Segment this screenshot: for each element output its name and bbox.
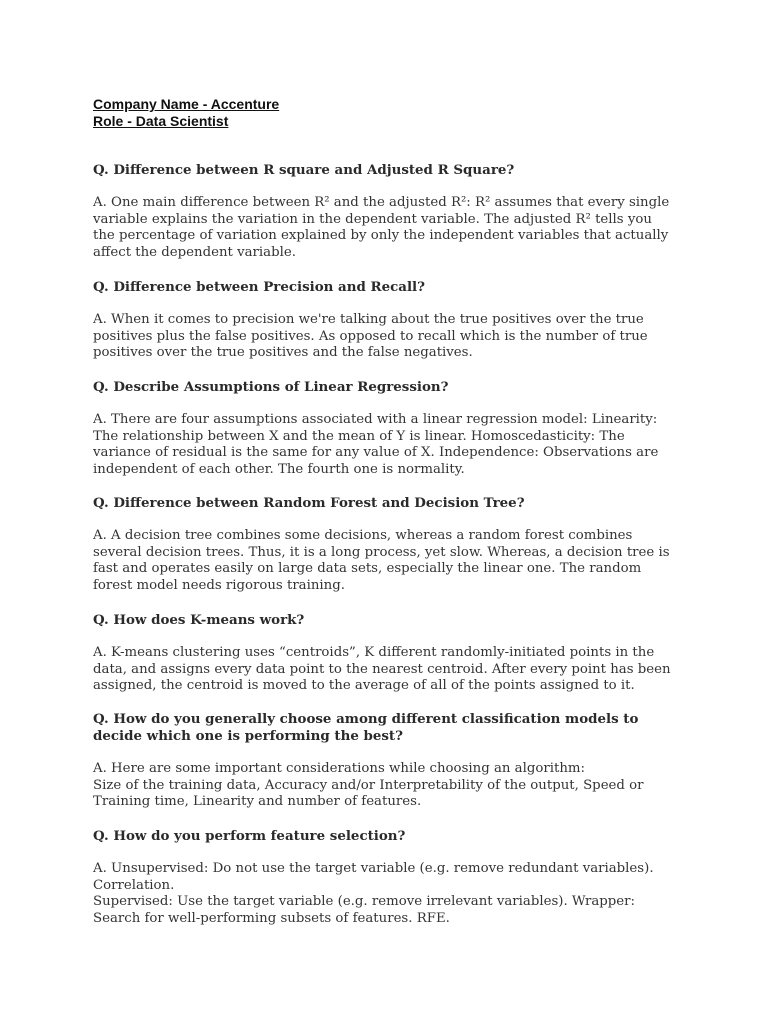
qa-block-k-means [93, 612, 683, 695]
answer-text: A. One main difference between R² and the adjusted R²: R² assumes that every single variable explains the variation in the dependent variable. The adjusted R² tells you the percentage of variation explained by only the independent variables that actually affect the dependent variable. [93, 195, 670, 261]
question-text: Q. How does K-means work? [93, 612, 305, 628]
question-text: Q. Difference between Precision and Recall? [93, 279, 425, 295]
qa-block-precision-recall [93, 279, 683, 362]
qa-block-random-forest [93, 495, 683, 595]
answer-text: A. A decision tree combines some decisions, whereas a random forest combines several decision trees. Thus, it is a long process, yet slow. Whereas, a decision tree is fast and operates easily on large data sets, especially the linear one. The random forest model needs rigorous training. [93, 528, 670, 594]
company-name: Company Name - Accenture [93, 96, 280, 112]
answer-text: A. Here are some important considerations while choosing an algorithm: Size of the training data, Accuracy and/or Interpretability of the output, Speed or Training time, Linearity and number of features. [93, 761, 644, 810]
qa-block-r-square [93, 162, 683, 262]
document-header [93, 96, 279, 130]
qa-block-feature-selection [93, 828, 683, 928]
question-text: Q. Describe Assumptions of Linear Regression? [93, 379, 449, 395]
question-text: Q. Difference between R square and Adjusted R Square? [93, 162, 515, 178]
answer-text: A. K-means clustering uses “centroids”, K different randomly-initiated points in the data, and assigns every data point to the nearest centroid. After every point has been assigned, the centroid is moved to the average of all of the points assigned to it. [93, 645, 671, 694]
answer-text: A. Unsupervised: Do not use the target variable (e.g. remove redundant variables). Correlation. Supervised: Use the target variable (e.g. remove irrelevant variables). Wrapper: Search for well-performing subsets of features. RFE. [93, 861, 654, 927]
question-text: Q. How do you generally choose among different classification models to decide which one is performing the best? [93, 711, 639, 744]
answer-text: A. When it comes to precision we're talking about the true positives over the true positives plus the false positives. As opposed to recall which is the number of true positives over the true positives and the false negatives. [93, 312, 648, 361]
question-text: Q. Difference between Random Forest and Decision Tree? [93, 495, 525, 511]
qa-block-classification-models [93, 711, 683, 811]
qa-block-linear-regression [93, 379, 683, 479]
answer-text: A. There are four assumptions associated with a linear regression model: Linearity: The relationship between X and the mean of Y is linear. Homoscedasticity: The variance of residual is the same for any value of X. Independence: Observations are independent of each other. The fourth one is normality. [93, 412, 659, 478]
question-text: Q. How do you perform feature selection? [93, 828, 406, 844]
role-title: Role - Data Scientist [93, 113, 229, 129]
